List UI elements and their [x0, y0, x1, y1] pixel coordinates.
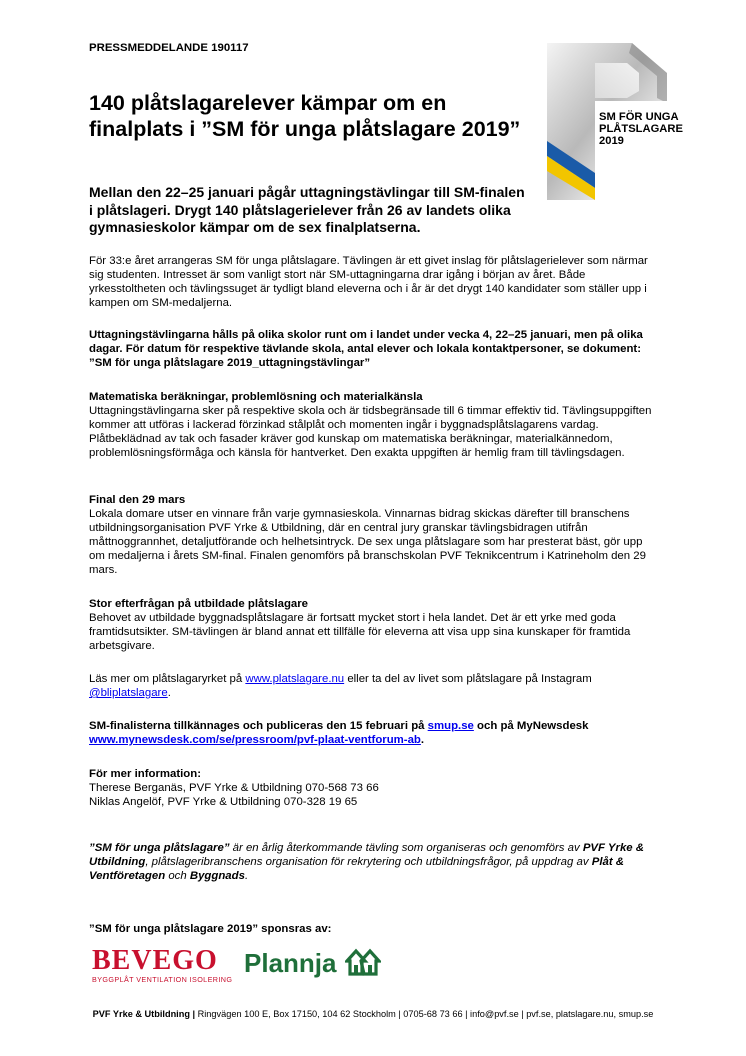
- bevego-logo: [92, 947, 234, 984]
- section-text: Behovet av utbildade byggnadsplåtslagare är fortsatt mycket stort i hela landet. Det är ett yrke med goda framtidsutsikter. SM-tävlingen är bland annat ett tillfälle för eleverna att visa upp sina kunskaper för framtida arbetsgivare.: [89, 612, 631, 652]
- about-paragraph: ”SM för unga plåtslagare” är en årlig återkommande tävling som organiseras och genomförs av PVF Yrke & Utbildning, plåtslageribranschens organisation för rekrytering och utbildningsfrågor, på uppdrag av Plåt & Ventföretagen och Byggnads.: [89, 842, 645, 882]
- bevego-wordmark: BEVEGO: [92, 945, 218, 976]
- section-text: Uttagningstävlingarna sker på respektive skola och är tidsbegränsade till 6 timmar effektiv tid. Tävlingsuppgiften kommer att utföras i lackerad förzinkad stålplåt och momenten ingår i byggnadsplåtslagarens vardag. Plåtbeklädnad av tak och fasader kräver god kunskap om matematiska beräkningar, materialkännedom, problemlösningsförmåga och känsla för hantverket. Den exakta uppgiften är hemlig fram till tävlingsdagen.: [89, 405, 652, 459]
- read-more-paragraph: Läs mer om plåtslagaryrket på www.platslagare.nu eller ta del av livet som plåtslagare på Instagram @bliplatslagare.: [89, 673, 592, 699]
- schedule-paragraph: Uttagningstävlingarna hålls på olika skolor runt om i landet under vecka 4, 22–25 januari, men på olika dagar. För datum för respektive tävlande skola, antal elever och lokala kontaktpersoner, se dokument: ”SM för unga plåtslagare 2019_uttagningstävlingar”: [89, 329, 643, 369]
- house-icon: [345, 948, 381, 976]
- lead-paragraph: Mellan den 22–25 januari pågår uttagningstävlingar till SM-finalen i plåtslageri. Drygt 140 plåtslagerielever från 26 av landets olika gymnasieskolor kämpar om de sex finalplatserna.: [89, 184, 525, 235]
- smup-link[interactable]: smup.se: [427, 720, 474, 732]
- sm-logo-text: SM FÖR UNGA PLÅTSLAGARE 2019: [599, 111, 683, 147]
- section-title: Final den 29 mars: [89, 494, 186, 506]
- section-title: Matematiska beräkningar, problemlösning och materialkänsla: [89, 391, 423, 403]
- footer: PVF Yrke & Utbildning | Ringvägen 100 E, Box 17150, 104 62 Stockholm | 0705-68 73 66 | info@pvf.se | pvf.se, platslagare.nu, smup.se: [92, 1009, 654, 1019]
- finalists-paragraph: SM-finalisterna tillkännages och publiceras den 15 februari på smup.se och på MyNewsdesk www.mynewsdesk.com/se/pressroom/pvf-plaat-ventforum-ab.: [89, 720, 589, 746]
- section-demand: [89, 597, 659, 653]
- instagram-link[interactable]: @bliplatslagare: [89, 687, 168, 699]
- plannja-logo: [244, 948, 381, 978]
- section-text: Lokala domare utser en vinnare från varje gymnasieskola. Vinnarnas bidrag skickas därefter till branschens utbildningsorganisation PVF Yrke & Utbildning, där en central jury granskar tävlingsbidragen utifrån måttnoggrannhet, detaljutförande och helhetsintryck. De sex unga plåtslagare som har presterat bäst, gör upp om medaljerna i årets SM-final. Finalen genomförs på branschskolan PVF Teknikcentrum i Katrineholm den 29 mars.: [89, 508, 646, 576]
- bevego-tagline: BYGGPLÅT VENTILATION ISOLERING: [92, 975, 233, 984]
- contact-line: Therese Berganäs, PVF Yrke & Utbildning 070-568 73 66: [89, 782, 379, 794]
- section-final: [89, 493, 659, 577]
- contact-info: [89, 767, 659, 809]
- mynewsdesk-link[interactable]: www.mynewsdesk.com/se/pressroom/pvf-plaat-ventforum-ab: [89, 734, 421, 746]
- plannja-wordmark: Plannja: [244, 948, 337, 978]
- platslagare-link[interactable]: www.platslagare.nu: [245, 673, 345, 685]
- contact-line: Niklas Angelöf, PVF Yrke & Utbildning 070-328 19 65: [89, 796, 358, 808]
- section-math: [89, 390, 659, 460]
- sponsors-title: ”SM för unga plåtslagare 2019” sponsras av:: [89, 923, 332, 935]
- intro-paragraph: För 33:e året arrangeras SM för unga plåtslagare. Tävlingen är ett givet inslag för plåtslagerielever som närmar sig studenten. Intresset är som vanligt stort när SM-uttagningarna drar igång i början av året. Både yrkesstoltheten och tävlingssuget är tydligt bland eleverna och i år är det drygt 140 kandidater som ställer upp i kampen om SM-medaljerna.: [89, 255, 648, 309]
- section-title: Stor efterfrågan på utbildade plåtslagare: [89, 598, 309, 610]
- headline: 140 plåtslagarelever kämpar om en finalplats i ”SM för unga plåtslagare 2019”: [89, 91, 521, 141]
- press-release-label: PRESSMEDDELANDE 190117: [89, 42, 249, 54]
- contact-title: För mer information:: [89, 768, 202, 780]
